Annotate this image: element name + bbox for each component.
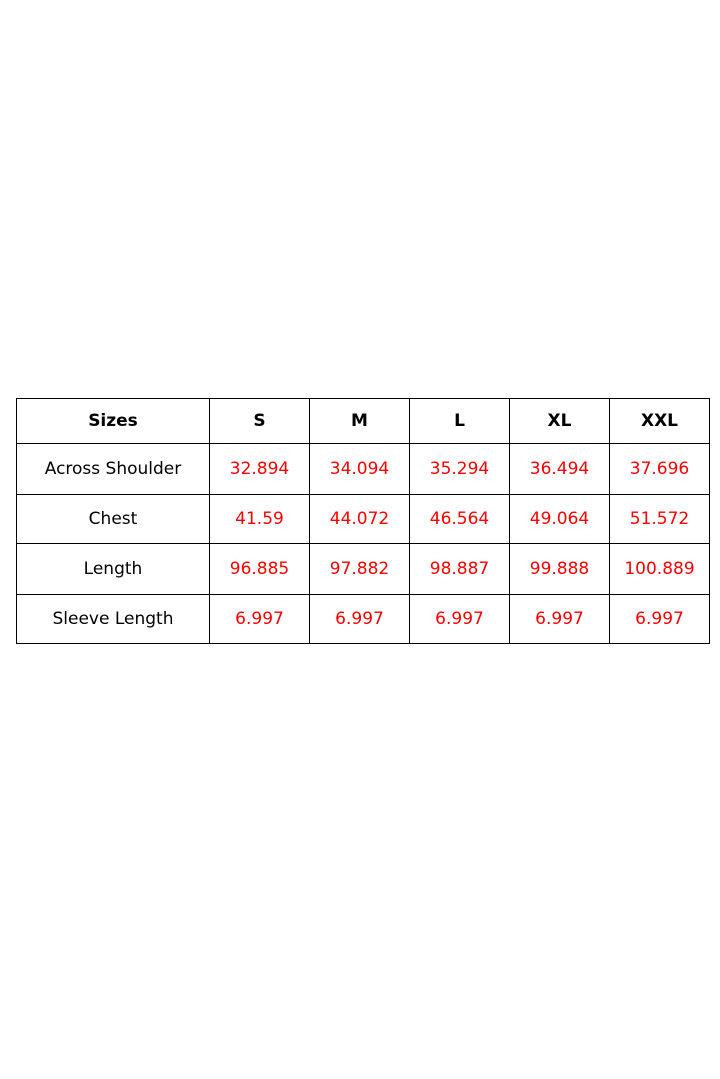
cell-sleeve-length-s: 6.997 [210, 595, 310, 644]
cell-chest-l: 46.564 [410, 495, 510, 544]
row-label-sleeve-length: Sleeve Length [17, 595, 210, 644]
cell-sleeve-length-l: 6.997 [410, 595, 510, 644]
cell-across-shoulder-xl: 36.494 [510, 444, 610, 495]
table-header-row [17, 399, 710, 444]
cell-chest-xxl: 51.572 [610, 495, 710, 544]
table-header [17, 399, 710, 444]
cell-length-m: 97.882 [310, 544, 410, 595]
cell-across-shoulder-m: 34.094 [310, 444, 410, 495]
table-row [17, 595, 710, 644]
cell-sleeve-length-m: 6.997 [310, 595, 410, 644]
table-body [17, 444, 710, 644]
size-chart-table [16, 398, 710, 644]
cell-across-shoulder-s: 32.894 [210, 444, 310, 495]
table-row [17, 495, 710, 544]
table-row [17, 544, 710, 595]
column-header-l: L [410, 399, 510, 444]
cell-length-s: 96.885 [210, 544, 310, 595]
size-chart-container [16, 398, 704, 644]
cell-chest-m: 44.072 [310, 495, 410, 544]
row-label-across-shoulder: Across Shoulder [17, 444, 210, 495]
cell-length-xxl: 100.889 [610, 544, 710, 595]
table-row [17, 444, 710, 495]
cell-length-xl: 99.888 [510, 544, 610, 595]
row-label-length: Length [17, 544, 210, 595]
column-header-s: S [210, 399, 310, 444]
cell-across-shoulder-xxl: 37.696 [610, 444, 710, 495]
column-header-m: M [310, 399, 410, 444]
cell-length-l: 98.887 [410, 544, 510, 595]
cell-sleeve-length-xl: 6.997 [510, 595, 610, 644]
cell-chest-xl: 49.064 [510, 495, 610, 544]
column-header-sizes: Sizes [17, 399, 210, 444]
cell-sleeve-length-xxl: 6.997 [610, 595, 710, 644]
column-header-xl: XL [510, 399, 610, 444]
cell-chest-s: 41.59 [210, 495, 310, 544]
cell-across-shoulder-l: 35.294 [410, 444, 510, 495]
column-header-xxl: XXL [610, 399, 710, 444]
row-label-chest: Chest [17, 495, 210, 544]
